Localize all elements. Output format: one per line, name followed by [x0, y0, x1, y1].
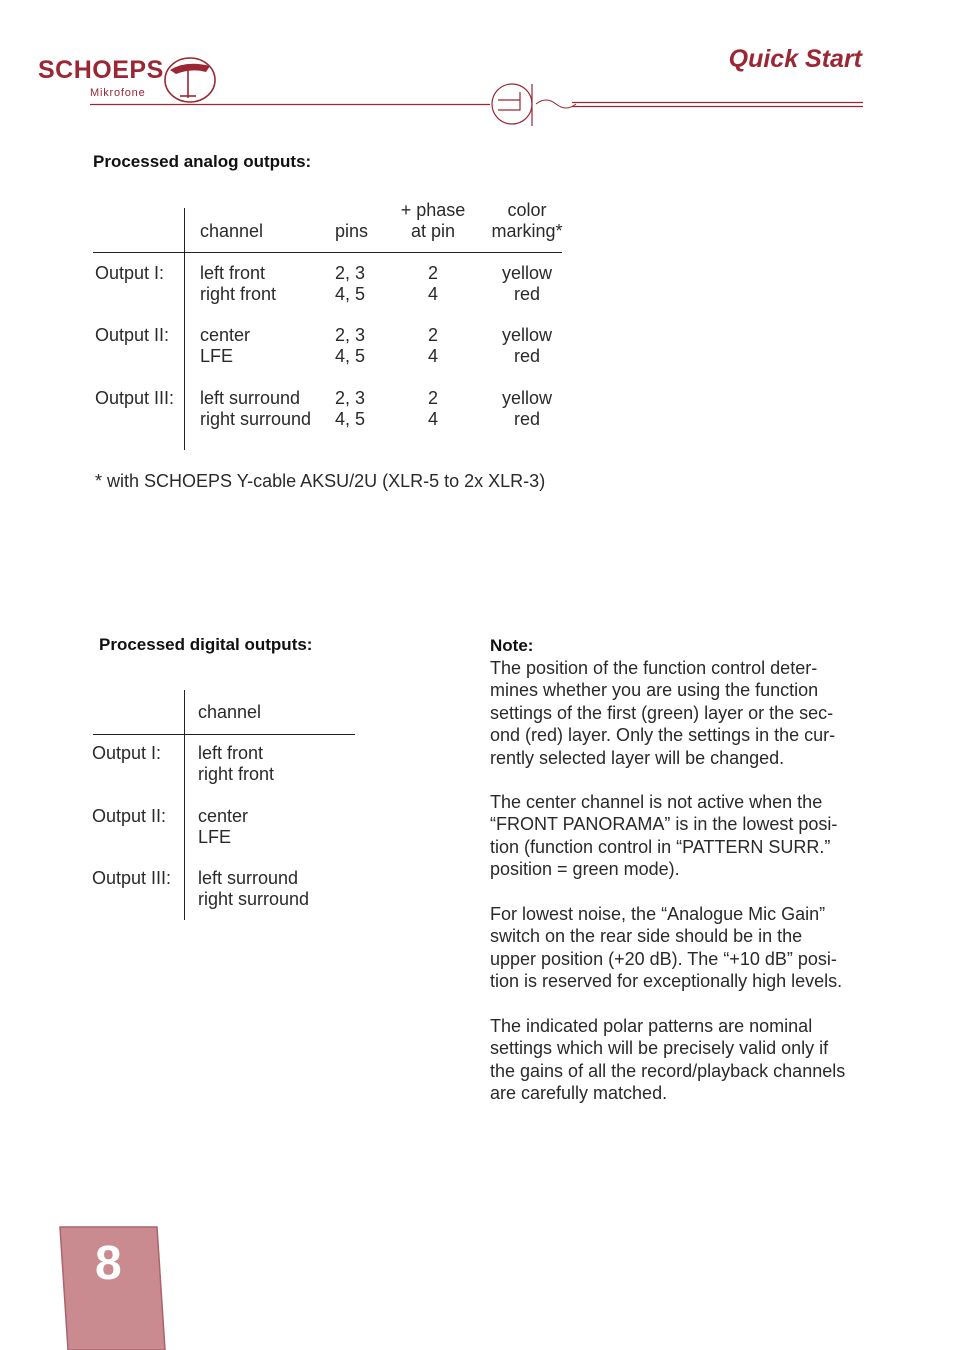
analog-pins-line: 4, 5: [335, 346, 366, 366]
analog-color-line: red: [513, 346, 540, 366]
analog-header-color-line1: color: [507, 200, 547, 220]
note-paragraph: The position of the function control deter- mines whether you are using the function settings of the first (green) layer or the sec- ond (red) layer. Only the settings in the cur- rently selected layer will be changed.: [490, 658, 836, 768]
analog-row-pins: [335, 388, 365, 430]
analog-color-line: red: [513, 409, 540, 429]
analog-row-color: [484, 263, 570, 305]
analog-pins-line: 4, 5: [335, 284, 366, 304]
analog-header-color: [484, 200, 570, 242]
analog-color-line: yellow: [501, 263, 553, 283]
digital-channel-line: left surround: [198, 868, 299, 888]
analog-color-line: red: [513, 284, 540, 304]
digital-table-header-rule: [93, 734, 355, 735]
schoeps-emblem-icon: [165, 58, 215, 102]
analog-row-color: [484, 325, 570, 367]
analog-channel-line: left surround: [200, 388, 301, 408]
analog-channel-line: left front: [200, 263, 266, 283]
analog-row-phase: [393, 263, 473, 305]
analog-channel-line: center: [200, 325, 251, 345]
analog-row-channel: [200, 325, 250, 367]
digital-row-output-label: Output III:: [92, 868, 172, 888]
digital-channel-line: LFE: [198, 827, 232, 847]
analog-row-output-label: Output II:: [95, 325, 170, 345]
analog-phase-line: 4: [427, 346, 438, 366]
digital-row-channel: [198, 743, 274, 785]
analog-row-phase: [393, 388, 473, 430]
analog-row-channel: [200, 388, 311, 430]
analog-section-title: Processed analog outputs:: [93, 152, 312, 171]
analog-header-color-line2: marking*: [491, 221, 563, 241]
digital-channel-line: right surround: [198, 889, 310, 909]
digital-row-channel: [198, 868, 309, 910]
analog-pins-line: 2, 3: [335, 263, 366, 283]
analog-header-phase-line1: + phase: [400, 200, 466, 220]
analog-phase-line: 2: [427, 263, 438, 283]
digital-channel-line: left front: [198, 743, 264, 763]
analog-color-line: yellow: [501, 388, 553, 408]
connector-icon: [492, 84, 576, 126]
digital-row-channel: [198, 806, 248, 848]
analog-pins-line: 2, 3: [335, 388, 366, 408]
digital-table-vertical-rule: [184, 690, 185, 920]
note-paragraph: For lowest noise, the “Analogue Mic Gain” switch on the rear side should be in the upper position (+20 dB). The “+10 dB” posi- tion is reserved for exceptionally high levels.: [490, 904, 843, 992]
analog-footnote: * with SCHOEPS Y-cable AKSU/2U (XLR-5 to 2x XLR-3): [95, 471, 546, 491]
analog-header-phase: [393, 200, 473, 242]
analog-row-output-label: Output I:: [95, 263, 165, 283]
note-heading: Note:: [490, 636, 534, 655]
note-paragraph: The center channel is not active when the “FRONT PANORAMA” is in the lowest posi- tion (function control in “PATTERN SURR.” position = green mode).: [490, 792, 838, 880]
analog-channel-line: LFE: [200, 346, 234, 366]
analog-header-phase-line2: at pin: [410, 221, 456, 241]
page-number: 8: [95, 1237, 122, 1290]
analog-phase-line: 2: [427, 325, 438, 345]
analog-color-line: yellow: [501, 325, 553, 345]
analog-header-channel: channel: [200, 221, 264, 241]
digital-row-output-label: Output I:: [92, 743, 162, 763]
digital-channel-line: center: [198, 806, 249, 826]
analog-table-vertical-rule: [184, 208, 185, 450]
analog-row-channel: [200, 263, 276, 305]
analog-table-header-rule: [93, 252, 562, 253]
analog-pins-line: 4, 5: [335, 409, 366, 429]
note-paragraph: The indicated polar patterns are nominal settings which will be precisely valid only if the gains of all the record/playback channels are carefully matched.: [490, 1016, 846, 1104]
analog-header-pins: pins: [335, 221, 369, 241]
logo-wordmark: SCHOEPS: [38, 56, 164, 84]
analog-row-output-label: Output III:: [95, 388, 175, 408]
analog-channel-line: right front: [200, 284, 277, 304]
digital-row-output-label: Output II:: [92, 806, 167, 826]
logo-subtitle: Mikrofone: [90, 87, 146, 99]
analog-channel-line: right surround: [200, 409, 312, 429]
analog-row-color: [484, 388, 570, 430]
analog-phase-line: 4: [427, 284, 438, 304]
digital-channel-line: right front: [198, 764, 275, 784]
analog-phase-line: 2: [427, 388, 438, 408]
digital-header-channel: channel: [198, 702, 262, 722]
analog-phase-line: 4: [427, 409, 438, 429]
analog-row-pins: [335, 325, 365, 367]
digital-section-title: Processed digital outputs:: [99, 635, 313, 654]
analog-pins-line: 2, 3: [335, 325, 366, 345]
analog-row-phase: [393, 325, 473, 367]
analog-row-pins: [335, 263, 365, 305]
page-title: Quick Start: [728, 45, 862, 73]
